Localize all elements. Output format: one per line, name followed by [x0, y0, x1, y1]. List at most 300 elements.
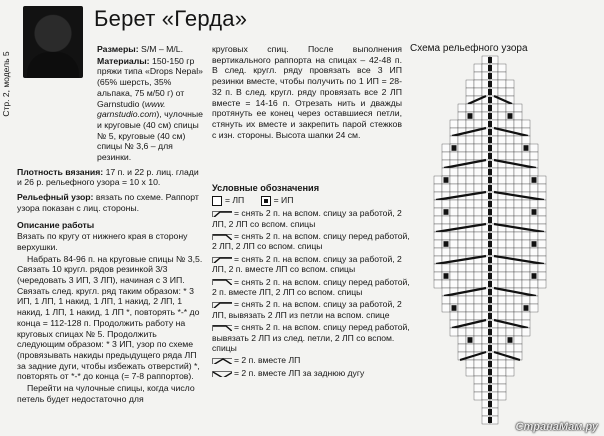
work-continue: Перейти на чулочные спицы, когда число петель будет недостаточно для — [17, 383, 195, 404]
knit-stitch-mark — [488, 385, 492, 391]
chart-cell — [514, 208, 522, 216]
work-description-heading: Описание работы — [17, 219, 95, 230]
materials-link: www. garnstudio.com — [97, 98, 166, 120]
page-title: Берет «Герда» — [94, 6, 248, 31]
chart-cell — [522, 312, 530, 320]
chart-cell — [450, 120, 458, 128]
chart-cell — [498, 200, 506, 208]
legend-item-text: = снять 2 п. на вспом. спицу перед работой, 2 п. вместе ЛП, 2 ЛП со вспом. спицы — [212, 276, 410, 297]
legend-knit: = ИП — [273, 195, 294, 206]
side-label: Стр. 2, модель 5 — [1, 51, 11, 117]
chart-cell — [506, 368, 514, 376]
chart-row — [434, 224, 546, 232]
knit-stitch-mark — [488, 153, 492, 159]
legend-item-text: = снять 2 п. на вспом. спицу перед работой, 2 ЛП, 2 ЛП со вспом. спицы — [212, 230, 410, 252]
chart-cell — [474, 144, 482, 152]
chart-cell — [474, 368, 482, 376]
chart-cell — [442, 264, 450, 272]
chart-cell — [466, 344, 474, 352]
chart-title: Схема рельефного узора — [410, 43, 528, 54]
chart-cell — [514, 200, 522, 208]
chart-cell — [466, 152, 474, 160]
chart-cell — [466, 200, 474, 208]
knit-stitch-mark — [532, 241, 537, 247]
knit-stitch-mark — [488, 217, 492, 223]
chart-cell — [514, 280, 522, 288]
sizes-text: S/M – M/L. — [138, 44, 184, 54]
chart-cell — [474, 88, 482, 96]
chart-cell — [498, 72, 506, 80]
chart-cell — [522, 216, 530, 224]
chart-cell — [498, 392, 506, 400]
knit-stitch-mark — [488, 193, 492, 199]
chart-cell — [474, 72, 482, 80]
chart-cell — [530, 184, 538, 192]
chart-cell — [458, 232, 466, 240]
chart-cell — [458, 176, 466, 184]
chart-row — [466, 360, 514, 368]
knit-stitch-mark — [444, 177, 449, 183]
chart-cell — [450, 248, 458, 256]
chart-cell — [498, 80, 506, 88]
chart-row — [466, 88, 514, 96]
chart-row — [458, 352, 522, 360]
chart-cell — [530, 296, 538, 304]
chart-cell — [474, 248, 482, 256]
chart-cell — [450, 264, 458, 272]
knit-stitch-mark — [488, 97, 492, 103]
chart-row — [466, 96, 514, 104]
chart-cell — [522, 264, 530, 272]
chart-cell — [506, 104, 514, 112]
chart-cell — [458, 216, 466, 224]
chart-cell — [538, 232, 546, 240]
chart-cell — [538, 264, 546, 272]
knit-stitch-mark — [488, 201, 492, 207]
chart-cell — [458, 304, 466, 312]
chart-cell — [442, 280, 450, 288]
chart-cell — [522, 168, 530, 176]
chart-cell — [474, 112, 482, 120]
chart-cell — [474, 184, 482, 192]
chart-row — [450, 136, 530, 144]
chart-row — [482, 408, 498, 416]
chart-row — [482, 56, 498, 64]
knit-stitch-mark — [488, 329, 492, 335]
chart-cell — [498, 64, 506, 72]
knit-stitch-mark — [488, 65, 492, 71]
chart-row — [442, 296, 538, 304]
knit-stitch-mark — [444, 273, 449, 279]
chart-cell — [466, 120, 474, 128]
chart-cell — [506, 216, 514, 224]
pattern-text: вязать по схеме. Раппорт узора показан с лиц. стороны. — [17, 192, 199, 213]
chart-cell — [466, 104, 474, 112]
chart-cell — [514, 120, 522, 128]
chart-cell — [450, 312, 458, 320]
chart-cell — [514, 104, 522, 112]
chart-cell — [530, 232, 538, 240]
chart-cell — [506, 184, 514, 192]
knit-stitch-mark — [488, 393, 492, 399]
chart-cell — [498, 232, 506, 240]
work-intro: Вязать по кругу от нижнего края в сторону верхушки. — [17, 231, 188, 252]
chart-cell — [474, 304, 482, 312]
chart-cell — [522, 232, 530, 240]
gauge-label: Плотность вязания: — [17, 166, 104, 177]
chart-cell — [538, 248, 546, 256]
chart-cell — [434, 240, 442, 248]
chart-row — [442, 288, 538, 296]
chart-cell — [506, 272, 514, 280]
chart-cell — [474, 384, 482, 392]
chart-cell — [498, 264, 506, 272]
legend-item-text: = снять 2 п. на вспом. спицу за работой, 2 ЛП, 2 п. вместе ЛП со вспом. спицы — [212, 253, 402, 275]
chart-row — [450, 120, 530, 128]
chart-cell — [514, 216, 522, 224]
chart-cell — [434, 264, 442, 272]
chart-cell — [466, 248, 474, 256]
knit-stitch-mark — [488, 321, 492, 327]
knit-stitch-mark — [488, 281, 492, 287]
chart-cell — [498, 136, 506, 144]
chart-cell — [498, 360, 506, 368]
knit-stitch-mark — [488, 233, 492, 239]
chart-cell — [506, 304, 514, 312]
chart-cell — [522, 328, 530, 336]
chart-cell — [434, 216, 442, 224]
chart-cell — [522, 152, 530, 160]
chart-cell — [442, 232, 450, 240]
chart-cell — [506, 280, 514, 288]
chart-cell — [498, 272, 506, 280]
legend-purl: = ЛП — [225, 195, 245, 206]
chart-cell — [498, 328, 506, 336]
knit-stitch-mark — [488, 297, 492, 303]
chart-cell — [458, 328, 466, 336]
chart-row — [434, 208, 546, 216]
legend-item-text: = снять 2 п. на вспом. спицу за работой, 2 ЛП, вывязать 2 ЛП из петли на вспом. спице — [212, 299, 402, 320]
knit-stitch-mark — [468, 113, 473, 119]
chart-cell — [474, 176, 482, 184]
chart-cell — [498, 112, 506, 120]
knit-stitch-mark — [488, 345, 492, 351]
chart-cell — [474, 240, 482, 248]
chart-cell — [450, 296, 458, 304]
chart-cell — [530, 200, 538, 208]
knit-stitch-mark — [532, 209, 537, 215]
chart-cell — [522, 296, 530, 304]
chart-cell — [474, 264, 482, 272]
chart-row — [474, 376, 506, 384]
knit-stitch-mark — [488, 81, 492, 87]
chart-cell — [466, 176, 474, 184]
chart-row — [434, 264, 546, 272]
materials-text: 150-150 гр пряжи типа «Drops Nepal» (65% шерсть, 35% альпака, 75 м/50 г) от Garnstudio ( — [97, 55, 203, 109]
chart-cell — [506, 168, 514, 176]
chart-cell — [458, 336, 466, 344]
chart-cell — [474, 208, 482, 216]
chart-cell — [450, 216, 458, 224]
chart-cell — [514, 312, 522, 320]
chart-cell — [498, 208, 506, 216]
chart-cell — [442, 216, 450, 224]
chart-cell — [458, 136, 466, 144]
knit-stitch-mark — [488, 369, 492, 375]
knit-stitch-mark — [488, 73, 492, 79]
chart-cell — [530, 144, 538, 152]
chart-row — [458, 344, 522, 352]
chart-row — [458, 104, 522, 112]
knit-stitch-mark — [488, 225, 492, 231]
chart-cell — [506, 232, 514, 240]
knit-stitch-mark — [524, 145, 529, 151]
knit-stitch-mark — [452, 145, 457, 151]
chart-cell — [474, 168, 482, 176]
knit-stitch-mark — [488, 177, 492, 183]
pattern-label: Рельефный узор: — [17, 192, 94, 203]
chart-row — [482, 400, 498, 408]
chart-cell — [522, 136, 530, 144]
chart-cell — [498, 336, 506, 344]
chart-cell — [474, 64, 482, 72]
knit-stitch-mark — [488, 169, 492, 175]
chart-cell — [450, 200, 458, 208]
chart-cell — [514, 168, 522, 176]
chart-cell — [474, 312, 482, 320]
chart-cell — [434, 248, 442, 256]
chart-cell — [450, 232, 458, 240]
knit-stitch-mark — [488, 377, 492, 383]
chart-cell — [458, 240, 466, 248]
gauge-text: 17 п. и 22 р. лиц. глади и 26 р. рельефного узора = 10 х 10. — [17, 166, 199, 188]
chart-cell — [538, 272, 546, 280]
chart-cell — [434, 200, 442, 208]
chart-cell — [474, 232, 482, 240]
chart-row — [434, 240, 546, 248]
chart-cell — [514, 152, 522, 160]
chart-cell — [466, 296, 474, 304]
chart-cell — [458, 104, 466, 112]
chart-cell — [530, 264, 538, 272]
chart-cell — [450, 280, 458, 288]
chart-cell — [506, 144, 514, 152]
chart-cell — [522, 184, 530, 192]
chart-cell — [514, 272, 522, 280]
chart-cell — [498, 144, 506, 152]
chart-cell — [450, 272, 458, 280]
chart-cell — [530, 168, 538, 176]
chart-cell — [450, 136, 458, 144]
chart-cell — [522, 120, 530, 128]
chart-row — [442, 304, 538, 312]
knit-stitch-mark — [488, 113, 492, 119]
chart-cell — [474, 80, 482, 88]
chart-cell — [530, 280, 538, 288]
knit-stitch-mark — [488, 121, 492, 127]
chart-cell — [530, 152, 538, 160]
chart-cell — [466, 232, 474, 240]
chart-cell — [506, 296, 514, 304]
chart-row — [474, 392, 506, 400]
knit-stitch-mark — [488, 161, 492, 167]
legend-item-text: = 2 п. вместе ЛП — [234, 355, 301, 366]
chart-row — [434, 272, 546, 280]
chart-cell — [506, 328, 514, 336]
knit-stitch-mark — [488, 145, 492, 151]
chart-row — [434, 184, 546, 192]
chart-cell — [538, 184, 546, 192]
chart-cell — [506, 248, 514, 256]
knit-stitch-mark — [488, 353, 492, 359]
chart-cell — [434, 176, 442, 184]
legend-item-text: = 2 п. вместе ЛП за заднюю дугу — [234, 367, 365, 378]
chart-cell — [498, 168, 506, 176]
chart-row — [458, 112, 522, 120]
chart-cell — [522, 200, 530, 208]
chart-cell — [538, 200, 546, 208]
chart-cell — [466, 184, 474, 192]
chart-cell — [498, 248, 506, 256]
chart-cell — [474, 336, 482, 344]
chart-cell — [506, 208, 514, 216]
chart-cell — [538, 240, 546, 248]
chart-cell — [530, 216, 538, 224]
chart-cell — [474, 328, 482, 336]
chart-cell — [442, 200, 450, 208]
knit-stitch-mark — [488, 185, 492, 191]
chart-cell — [474, 120, 482, 128]
chart-cell — [538, 216, 546, 224]
chart-cell — [506, 264, 514, 272]
chart-cell — [442, 152, 450, 160]
chart-cell — [434, 280, 442, 288]
knit-stitch-mark — [444, 209, 449, 215]
chart-cell — [466, 240, 474, 248]
knit-stitch-mark — [524, 305, 529, 311]
chart-row — [466, 368, 514, 376]
knit-stitch-mark — [488, 209, 492, 215]
chart-cell — [466, 304, 474, 312]
chart-cell — [538, 176, 546, 184]
chart-cell — [458, 120, 466, 128]
chart-cell — [442, 296, 450, 304]
chart-cell — [458, 208, 466, 216]
chart-cell — [466, 136, 474, 144]
chart-cell — [514, 328, 522, 336]
chart-cell — [450, 152, 458, 160]
chart-cell — [538, 280, 546, 288]
chart-cell — [458, 296, 466, 304]
chart-cell — [442, 304, 450, 312]
chart-cell — [474, 392, 482, 400]
chart-row — [450, 320, 530, 328]
chart-cell — [466, 312, 474, 320]
chart-row — [442, 160, 538, 168]
chart-cell — [474, 360, 482, 368]
chart-cell — [466, 80, 474, 88]
knit-stitch-mark — [488, 249, 492, 255]
chart-cell — [522, 272, 530, 280]
chart-cell — [506, 176, 514, 184]
chart-row — [434, 192, 546, 200]
chart-row — [458, 336, 522, 344]
chart-row — [450, 312, 530, 320]
knit-stitch-mark — [444, 241, 449, 247]
chart-cell — [474, 272, 482, 280]
chart-row — [434, 232, 546, 240]
knit-stitch-mark — [488, 313, 492, 319]
chart-row — [474, 64, 506, 72]
chart-cell — [466, 264, 474, 272]
chart-cell — [498, 344, 506, 352]
watermark-logo: СтранаМам.ру — [515, 421, 598, 433]
chart-cell — [506, 88, 514, 96]
chart-cell — [450, 184, 458, 192]
chart-cell — [466, 272, 474, 280]
chart-cell — [514, 304, 522, 312]
knit-stitch-mark — [488, 265, 492, 271]
chart-cell — [498, 296, 506, 304]
chart-cell — [466, 88, 474, 96]
chart-cell — [514, 240, 522, 248]
chart-cell — [522, 248, 530, 256]
chart-cell — [458, 200, 466, 208]
chart-cell — [474, 104, 482, 112]
legend-item-text: = снять 2 п. на вспом. спицу перед работой, вывязать 2 ЛП из след. петли, 2 ЛП со вспом. спицы — [212, 322, 410, 354]
chart-cell — [474, 200, 482, 208]
chart-cell — [458, 144, 466, 152]
knit-stitch-mark — [488, 409, 492, 415]
chart-cell — [498, 216, 506, 224]
chart-row — [434, 216, 546, 224]
chart-cell — [442, 144, 450, 152]
chart-cell — [434, 184, 442, 192]
legend-heading: Условные обозначения — [212, 183, 320, 193]
chart-cell — [522, 280, 530, 288]
knit-stitch-mark — [488, 417, 492, 423]
chart-cell — [514, 144, 522, 152]
chart-row — [442, 152, 538, 160]
knit-stitch-mark — [488, 129, 492, 135]
chart-cell — [506, 80, 514, 88]
chart-cell — [514, 112, 522, 120]
chart-cell — [458, 112, 466, 120]
chart-cell — [450, 168, 458, 176]
chart-cell — [450, 328, 458, 336]
knit-stitch-mark — [488, 289, 492, 295]
chart-cell — [434, 272, 442, 280]
chart-cell — [458, 264, 466, 272]
chart-cell — [458, 312, 466, 320]
chart-cell — [498, 88, 506, 96]
chart-cell — [506, 344, 514, 352]
chart-cell — [498, 104, 506, 112]
knit-stitch-mark — [488, 337, 492, 343]
chart-cell — [498, 240, 506, 248]
work-steps: Набрать 84-96 п. на круговые спицы № 3,5. Связать 10 кругл. рядов резинкой 3/3 (чередовать 3 ИП, 3 ЛП), начиная с 3 ИП. Связать след. кругл. ряд таким образом: * 3 ИП, 1 ЛП, 1 накид, 1 ЛП, 1 накид, 2 ЛП, 1 накид, 1 ЛП, 1 накид, 1 ЛП *, повторять *-* до конца = 112-128 п. Продолжить работу на круговых спицах № 5. Продолжить следующим образом: * 3 ИП, узор по схеме (провязывать накиды предыдущего ряда ЛП за задние дуги, чтобы избежать отверстий) *, повторять от *-* до конца (= 7-8 раппортов). — [17, 253, 203, 382]
chart-cell — [506, 136, 514, 144]
chart-cell — [450, 208, 458, 216]
chart-row — [434, 256, 546, 264]
chart-cell — [498, 368, 506, 376]
chart-cell — [506, 120, 514, 128]
knit-stitch-mark — [532, 177, 537, 183]
chart-row — [434, 248, 546, 256]
chart-cell — [458, 168, 466, 176]
chart-cell — [434, 208, 442, 216]
chart-cell — [514, 344, 522, 352]
